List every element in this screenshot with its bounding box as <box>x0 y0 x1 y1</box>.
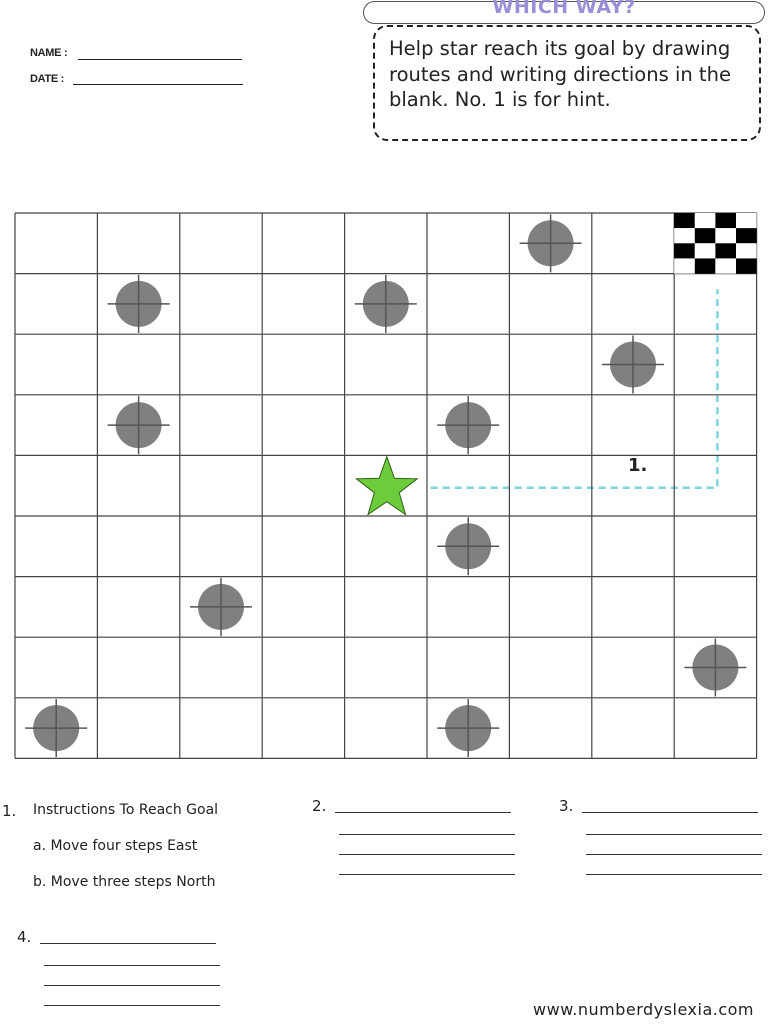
obstacle-icon <box>108 275 170 333</box>
hint-route-label: 1. <box>628 455 648 476</box>
q3-answer-line[interactable] <box>582 812 758 813</box>
obstacle-icon <box>437 396 499 454</box>
page-title: WHICH WAY? <box>492 0 636 18</box>
q2-answer-line[interactable] <box>339 854 515 855</box>
q4-answer-line[interactable] <box>44 1005 220 1006</box>
obstacle-icon <box>108 396 170 454</box>
footer-url: www.numberdyslexia.com <box>533 1000 754 1019</box>
q1-step-b: b. Move three steps North <box>33 874 216 890</box>
obstacle-icon <box>684 639 746 697</box>
q2-answer-line[interactable] <box>339 874 515 875</box>
q2-answer-line[interactable] <box>335 812 511 813</box>
q2-answer-line[interactable] <box>339 834 515 835</box>
instructions-text: Help star reach its goal by drawing routes and writing directions in the blank. No. 1 is for hint. <box>389 37 731 111</box>
q4-answer-line[interactable] <box>40 943 216 944</box>
checkered-flag-icon <box>674 213 756 274</box>
q1-title: Instructions To Reach Goal <box>33 802 219 818</box>
q3-answer-line[interactable] <box>586 834 762 835</box>
q3-answer-line[interactable] <box>586 874 762 875</box>
q3-answer-line[interactable] <box>586 854 762 855</box>
q4-answer-line[interactable] <box>44 985 220 986</box>
obstacle-icon <box>25 699 87 757</box>
obstacle-icon <box>437 517 499 575</box>
date-label: DATE : <box>30 73 65 85</box>
obstacle-icon <box>355 275 417 333</box>
q3-number: 3. <box>559 797 574 815</box>
q1-number: 1. <box>2 802 17 820</box>
obstacle-icon <box>520 214 582 272</box>
q2-number: 2. <box>312 797 327 815</box>
q4-answer-line[interactable] <box>44 965 220 966</box>
q1-step-a: a. Move four steps East <box>33 838 198 854</box>
q4-number: 4. <box>17 928 32 946</box>
star-icon <box>356 457 417 515</box>
obstacle-icon <box>190 578 252 636</box>
obstacle-icon <box>437 699 499 757</box>
obstacle-icon <box>602 336 664 394</box>
name-label: NAME : <box>30 47 68 59</box>
